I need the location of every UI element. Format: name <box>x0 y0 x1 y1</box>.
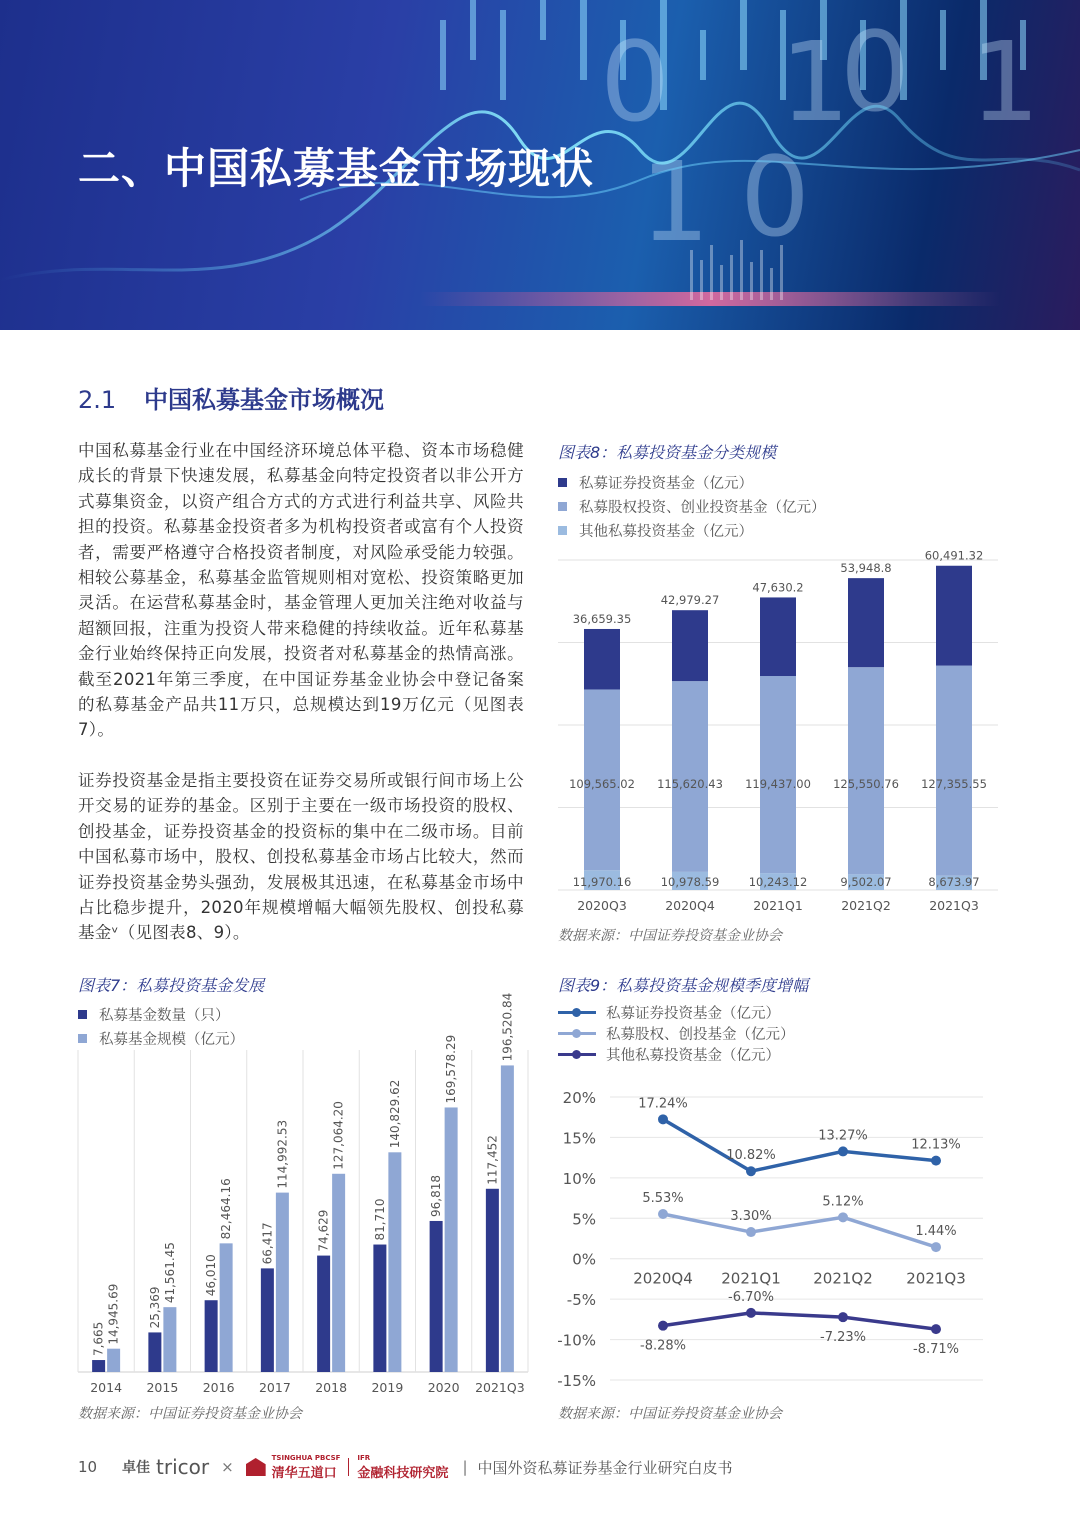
data-label: 5.53% <box>642 1191 684 1207</box>
figure7-source: 数据来源：中国证券投资基金业协会 <box>78 1406 302 1422</box>
series-line <box>663 1119 936 1171</box>
tick-label: 5% <box>572 1210 596 1229</box>
data-label: 119,437.00 <box>745 777 811 791</box>
tick-label: 2021Q3 <box>929 898 979 913</box>
bar <box>430 1221 443 1372</box>
svg-text:0: 0 <box>840 8 910 136</box>
data-label: 125,550.76 <box>833 777 899 791</box>
figure7-title: 图表7：私募投资基金发展 <box>78 976 265 995</box>
tick-label: 2021Q2 <box>841 898 891 913</box>
tsinghua-emblem-icon <box>246 1458 266 1476</box>
data-label: 10,978.59 <box>660 875 720 889</box>
tsinghua-small-text: TSINGHUA PBCSF <box>271 1453 341 1462</box>
data-label: 96,818 <box>429 1174 444 1217</box>
figure9-legend-item <box>558 1002 795 1023</box>
tick-label: 2020Q4 <box>633 1269 693 1288</box>
paragraph-2: 证券投资基金是指主要投资在证券交易所或银行间市场上公开交易的证券的基金。区别于主要在一级市场投资的股权、创投基金，证券投资基金的投资标的集中在二级市场。目前中国私募市场中，股权、创投私募基金市场占比较大，然而证券投资基金势头强劲，发展极其迅速，在私募基金市场中占比稳步提升，2020年规模增幅大幅领先股权、创投私募基金ᵛ（见图表8、9）。 <box>78 771 524 943</box>
data-point <box>931 1156 941 1166</box>
tick-label: 2020Q4 <box>665 898 715 913</box>
data-label: 127,355.55 <box>921 777 987 791</box>
bar-segment <box>848 667 884 874</box>
bar <box>92 1360 105 1372</box>
data-label: -8.71% <box>913 1342 959 1358</box>
figure7-legend-item <box>78 1002 244 1026</box>
figure9-title: 图表9：私募投资基金规模季度增幅 <box>558 976 809 995</box>
data-label: -8.28% <box>640 1338 686 1354</box>
tick-label: 2019 <box>371 1380 404 1395</box>
paragraph-1: 中国私募基金行业在中国经济环境总体平稳、资本市场稳健成长的背景下快速发展，私募基金向特定投资者以非公开方式募集资金，以资产组合方式的方式进行利益共享、风险共担的投资。私募基金投资者多为机构投资者或富有个人投资者，需要严格遵守合格投资者制度，对风险承受能力较强。相较公募基金，私募基金监管规则相对宽松、投资策略更加灵活。在运营私募基金时，基金管理人更加关注绝对收益与超额回报，注重为投资人带来稳健的持续收益。近年私募基金行业始终保持正向发展，投资者对私募基金的热情高涨。截至2021年第三季度，在中国证券基金业协会中登记备案的私募基金产品共11万只，总规模达到19万亿元（见图表7）。 <box>78 441 524 740</box>
tick-label: 2018 <box>315 1380 348 1395</box>
data-label: -6.70% <box>728 1289 774 1305</box>
tick-label: 2016 <box>202 1380 235 1395</box>
bar <box>163 1307 176 1372</box>
bar <box>261 1268 274 1372</box>
legend-swatch <box>558 526 567 535</box>
bar <box>220 1243 233 1372</box>
svg-text:0: 0 <box>740 133 810 261</box>
bar-segment <box>760 597 796 676</box>
data-point <box>838 1312 848 1322</box>
bar-segment <box>936 566 972 666</box>
data-label: -7.23% <box>820 1330 866 1346</box>
bar <box>332 1174 345 1372</box>
data-point <box>838 1212 848 1222</box>
legend-label: 私募基金数量（只） <box>99 1007 230 1024</box>
data-label: 114,992.53 <box>275 1119 290 1189</box>
data-label: 3.30% <box>730 1209 772 1225</box>
figure8-chart <box>558 540 1008 920</box>
logo-divider <box>348 1458 349 1476</box>
data-label: 11,970.16 <box>572 875 632 889</box>
data-label: 81,710 <box>372 1198 387 1241</box>
tsinghua-text-block <box>272 1454 341 1481</box>
legend-swatch <box>558 1053 596 1056</box>
data-label: 9,502.07 <box>840 875 892 889</box>
ifr-text: 金融科技研究院 <box>357 1465 449 1481</box>
legend-label: 私募证券投资基金（亿元） <box>606 1006 780 1022</box>
data-point <box>746 1227 756 1237</box>
svg-text:1: 1 <box>780 18 850 146</box>
figure9-source: 数据来源：中国证券投资基金业协会 <box>558 1406 782 1422</box>
legend-label: 私募基金规模（亿元） <box>99 1031 244 1048</box>
ifr-text-block <box>357 1454 448 1481</box>
bar-segment <box>936 666 972 876</box>
bar-segment <box>760 676 796 873</box>
page-number: 10 <box>78 1458 98 1476</box>
figure8-title: 图表8：私募投资基金分类规模 <box>558 443 777 462</box>
tick-label: 2015 <box>146 1380 179 1395</box>
legend-swatch <box>78 1034 87 1043</box>
bar <box>148 1332 161 1372</box>
figure8-legend-item <box>558 518 826 542</box>
data-label: 13.27% <box>818 1128 868 1144</box>
data-label: 53,948.8 <box>840 561 892 576</box>
data-label: 127,064.20 <box>331 1101 346 1170</box>
tick-label: -15% <box>557 1372 596 1390</box>
data-label: 46,010 <box>204 1254 219 1297</box>
tick-label: 0% <box>572 1250 596 1269</box>
tick-label: 15% <box>562 1129 596 1148</box>
data-label: 41,561.45 <box>162 1242 177 1304</box>
tick-label: 2020Q3 <box>577 898 627 913</box>
data-label: 47,630.2 <box>752 580 804 595</box>
data-point <box>838 1146 848 1156</box>
legend-label: 私募股权、创投基金（亿元） <box>606 1027 795 1043</box>
tick-label: 10% <box>562 1169 596 1188</box>
section-number: 2.1 <box>78 386 117 414</box>
figure9-legend-item <box>558 1044 795 1065</box>
data-label: 5.12% <box>822 1194 864 1210</box>
data-label: 1.44% <box>915 1224 957 1240</box>
figure8-legend-item <box>558 494 826 518</box>
bar <box>445 1107 458 1372</box>
data-label: 17.24% <box>638 1096 688 1112</box>
data-label: 8,673.97 <box>928 875 980 889</box>
legend-swatch <box>558 1032 596 1035</box>
data-label: 42,979.27 <box>660 593 720 608</box>
legend-swatch <box>558 1011 596 1014</box>
data-label: 25,369 <box>147 1286 162 1329</box>
tick-label: 2017 <box>258 1380 291 1395</box>
tick-label: 2021Q3 <box>475 1380 525 1395</box>
tick-label: 2021Q2 <box>813 1269 873 1288</box>
bar-segment <box>848 578 884 667</box>
legend-label: 其他私募投资基金（亿元） <box>579 523 753 540</box>
bar <box>107 1349 120 1372</box>
data-point <box>746 1308 756 1318</box>
data-label: 10,243.12 <box>748 875 808 889</box>
bar <box>501 1065 514 1372</box>
bar-segment <box>672 610 708 681</box>
tick-label: -5% <box>566 1291 596 1310</box>
tick-label: 2014 <box>90 1380 123 1395</box>
footer-divider: | <box>462 1458 468 1476</box>
bar-segment <box>584 629 620 689</box>
figure9-legend-item <box>558 1023 795 1044</box>
data-point <box>931 1242 941 1252</box>
data-point <box>658 1321 668 1331</box>
document-title: 中国外资私募证券基金行业研究白皮书 <box>477 1458 733 1477</box>
header-banner <box>0 0 1080 330</box>
data-label: 140,829.62 <box>387 1079 402 1149</box>
svg-text:0: 0 <box>600 18 670 146</box>
data-label: 60,491.32 <box>924 548 984 563</box>
data-label: 12.13% <box>911 1137 961 1153</box>
series-line <box>663 1313 936 1329</box>
section-heading <box>78 380 384 415</box>
bar <box>486 1189 499 1372</box>
data-label: 7,665 <box>91 1321 106 1357</box>
figure7-legend-item <box>78 1026 244 1050</box>
data-label: 196,520.84 <box>500 992 515 1062</box>
tick-label: 2021Q1 <box>753 898 803 913</box>
data-label: 82,464.16 <box>219 1178 234 1240</box>
figure7-legend <box>78 1002 244 1050</box>
bar <box>388 1152 401 1372</box>
legend-label: 私募证券投资基金（亿元） <box>579 475 753 492</box>
data-point <box>931 1324 941 1334</box>
bar <box>373 1245 386 1372</box>
cross-symbol: × <box>221 1458 234 1476</box>
data-point <box>658 1209 668 1219</box>
data-point <box>746 1166 756 1176</box>
bar <box>317 1256 330 1372</box>
data-label: 10.82% <box>726 1148 776 1164</box>
tsinghua-logo <box>246 1454 449 1481</box>
page-footer <box>78 1452 1038 1482</box>
legend-swatch <box>558 478 567 487</box>
tick-label: 20% <box>562 1089 596 1107</box>
data-label: 66,417 <box>260 1222 275 1265</box>
tick-label: 2021Q1 <box>721 1269 781 1288</box>
data-point <box>658 1114 668 1124</box>
tricor-logo: tricor <box>156 1455 210 1479</box>
tricor-mark: 卓佳 <box>122 1460 150 1476</box>
figure9-legend <box>558 1002 795 1065</box>
ifr-small-text: IFR <box>357 1453 371 1462</box>
tick-label: 2020 <box>427 1380 460 1395</box>
data-label: 109,565.02 <box>569 777 635 791</box>
page-title: 二、中国私募基金市场现状 <box>78 144 595 193</box>
legend-swatch <box>558 502 567 511</box>
data-label: 74,629 <box>316 1209 331 1252</box>
svg-text:1: 1 <box>640 138 710 266</box>
series-line <box>663 1214 936 1247</box>
figure8-legend <box>558 470 826 542</box>
tick-label: -10% <box>557 1331 596 1350</box>
tsinghua-text: 清华五道口 <box>271 1465 337 1481</box>
figure9-chart <box>558 1080 998 1400</box>
legend-label: 其他私募投资基金（亿元） <box>606 1048 780 1064</box>
tick-label: 2021Q3 <box>906 1269 966 1288</box>
figure8-source: 数据来源：中国证券投资基金业协会 <box>558 928 782 944</box>
figure8-legend-item <box>558 470 826 494</box>
svg-text:1: 1 <box>970 18 1040 146</box>
data-label: 169,578.29 <box>444 1034 459 1104</box>
data-label: 117,452 <box>485 1135 500 1185</box>
data-label: 14,945.69 <box>106 1283 121 1345</box>
legend-swatch <box>78 1010 87 1019</box>
bar <box>276 1193 289 1372</box>
bar <box>205 1300 218 1372</box>
data-label: 115,620.43 <box>657 777 723 791</box>
legend-label: 私募股权投资、创业投资基金（亿元） <box>579 499 826 516</box>
data-label: 36,659.35 <box>572 611 632 626</box>
section-title-text: 中国私募基金市场概况 <box>144 386 384 414</box>
